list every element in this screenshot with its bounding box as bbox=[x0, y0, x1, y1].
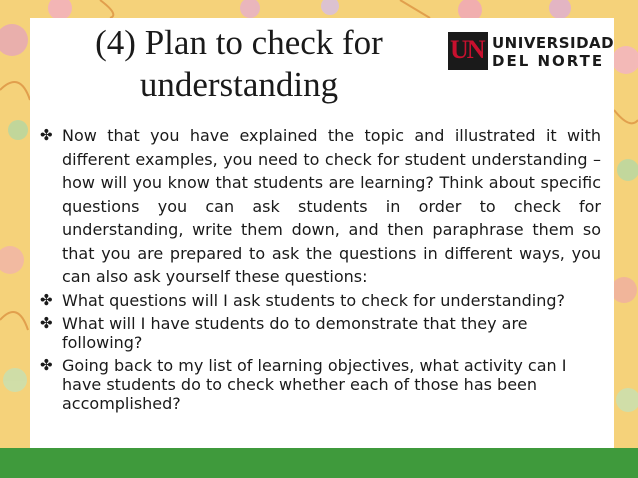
bullet-item bbox=[40, 314, 601, 352]
flower-bullet-icon: ✤ bbox=[40, 355, 53, 374]
bullet-list bbox=[40, 124, 601, 413]
flower-bullet-icon: ✤ bbox=[40, 313, 53, 332]
bullet-text: What will I have students do to demonstrate that they are following? bbox=[62, 313, 528, 352]
university-logo bbox=[448, 30, 615, 76]
logo-text-line2: DEL NORTE bbox=[492, 52, 605, 70]
logo-text-line1: UNIVERSIDAD bbox=[492, 34, 615, 52]
flower-bullet-icon: ✤ bbox=[40, 290, 53, 309]
logo-mark-text: UN bbox=[450, 35, 484, 64]
bullet-item bbox=[40, 291, 601, 310]
bullet-text: What questions will I ask students to check for understanding? bbox=[62, 290, 566, 310]
bullet-item bbox=[40, 124, 601, 289]
logo-mark bbox=[448, 32, 488, 70]
footer-green-bar bbox=[0, 448, 638, 478]
bullet-item bbox=[40, 356, 601, 413]
flower-bullet-icon: ✤ bbox=[40, 126, 53, 144]
bullet-text: Going back to my list of learning objectives, what activity can I have students do to check whether each of those has been accomplished? bbox=[62, 355, 567, 413]
bullet-text: Now that you have explained the topic and illustrated it with different examples, you need to check for student understanding – how will you know that students are learning? Think about specific questions you can ask students in order to check for understanding, write them down, and then paraphrase them so that you are prepared to ask the questions in different ways, you can also ask yourself these questions: bbox=[62, 126, 601, 286]
slide-title: (4) Plan to check for understanding bbox=[95, 23, 383, 104]
